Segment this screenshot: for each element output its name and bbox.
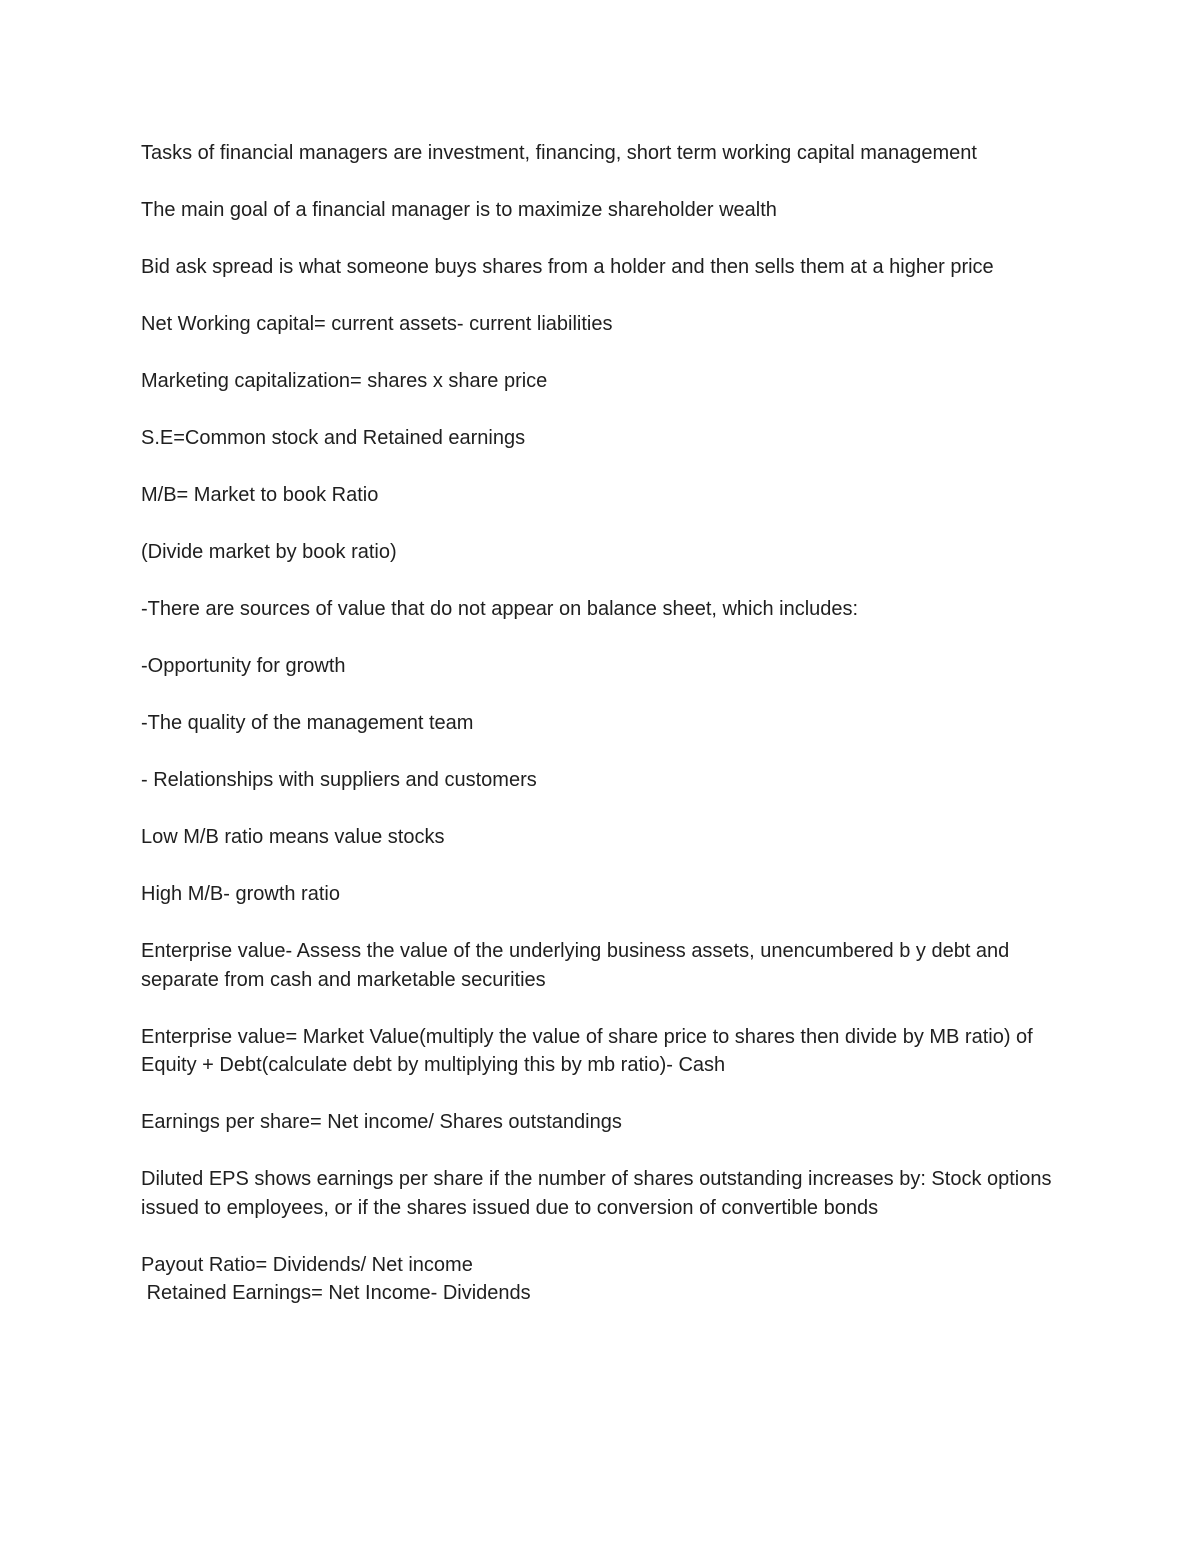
paragraph-divide-market-by-book: (Divide market by book ratio) (141, 541, 397, 563)
paragraph-enterprise-value-definition: Enterprise value- Assess the value of the underlying business assets, unencumbered b y debt and separate from cash and marketable securities (141, 940, 1015, 991)
paragraph-earnings-per-share: Earnings per share= Net income/ Shares outstandings (141, 1111, 622, 1133)
paragraph-high-mb: High M/B- growth ratio (141, 883, 340, 905)
paragraph-payout-ratio: Payout Ratio= Dividends/ Net income (141, 1253, 473, 1276)
paragraph-bid-ask-spread: Bid ask spread is what someone buys shares from a holder and then sells them at a higher price (141, 256, 994, 278)
paragraph-net-working-capital: Net Working capital= current assets- current liabilities (141, 313, 613, 335)
paragraph-enterprise-value-formula: Enterprise value= Market Value(multiply the value of share price to shares then divide by MB ratio) of Equity + Debt(calculate debt by multiplying this by mb ratio)- Cash (141, 1025, 1039, 1076)
paragraph-sources-of-value: -There are sources of value that do not appear on balance sheet, which includes: (141, 598, 859, 620)
paragraph-financial-manager-tasks: Tasks of financial managers are investment, financing, short term working capital management (141, 142, 977, 164)
paragraph-opportunity-growth: -Opportunity for growth (141, 655, 346, 677)
paragraph-low-mb: Low M/B ratio means value stocks (141, 826, 445, 848)
paragraph-market-capitalization: Marketing capitalization= shares x share price (141, 370, 548, 392)
paragraph-market-to-book: M/B= Market to book Ratio (141, 484, 379, 506)
paragraph-diluted-eps: Diluted EPS shows earnings per share if the number of shares outstanding increases by: Stock options issued to employees, or if the shares issued due to conversion of convertible bonds (141, 1168, 1058, 1219)
paragraph-relationships: - Relationships with suppliers and customers (141, 769, 537, 791)
paragraph-shareholders-equity: S.E=Common stock and Retained earnings (141, 427, 526, 449)
paragraph-main-goal: The main goal of a financial manager is to maximize shareholder wealth (141, 199, 777, 221)
paragraph-retained-earnings: Retained Earnings= Net Income- Dividends (141, 1282, 531, 1304)
document-body (141, 139, 1061, 1308)
paragraph-management-quality: -The quality of the management team (141, 712, 474, 734)
